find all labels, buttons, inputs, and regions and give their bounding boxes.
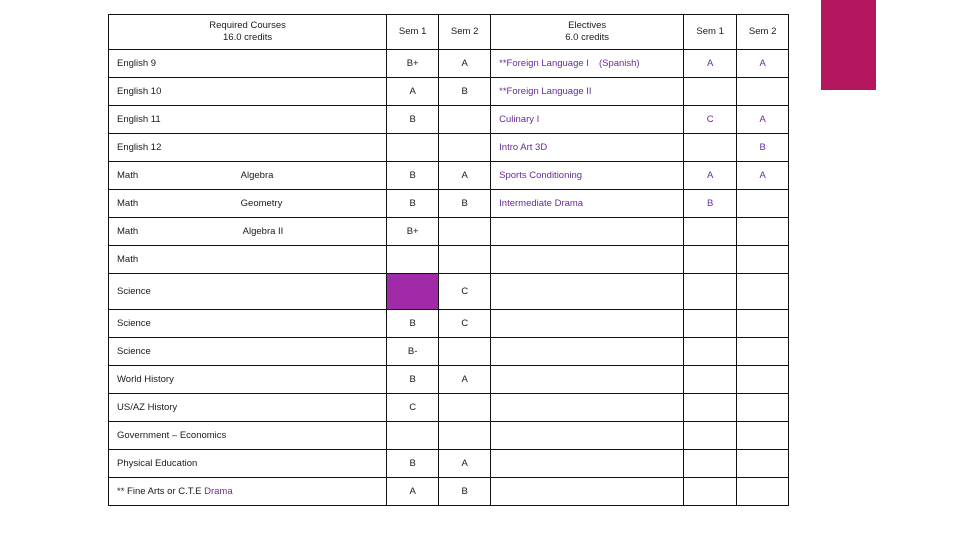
elective-name: [491, 50, 684, 78]
elective-sem1-grade: A: [684, 162, 737, 190]
sem1-grade: B+: [387, 218, 439, 246]
sem1-grade: [387, 134, 439, 162]
elective-name: [491, 246, 684, 274]
course-subtitle: [233, 310, 387, 338]
elective-sem1-grade: [684, 394, 737, 422]
table-row: [109, 50, 789, 78]
course-name: [109, 394, 233, 422]
course-name-text: World History: [117, 374, 174, 385]
elective-sem2-grade: B: [737, 134, 789, 162]
course-name: [109, 218, 233, 246]
sem1-grade: C: [387, 394, 439, 422]
elective-sem2-header: Sem 2: [737, 15, 789, 50]
elective-sem2-grade: [737, 338, 789, 366]
elective-sem1-grade: [684, 218, 737, 246]
sem2-grade: [439, 134, 491, 162]
elective-sem1-grade: B: [684, 190, 737, 218]
sem2-grade: A: [439, 50, 491, 78]
elective-name-text: **Foreign Language I: [499, 58, 589, 69]
elective-name-text: Intermediate Drama: [499, 198, 584, 209]
electives-title: Electives: [568, 20, 607, 31]
elective-sem2-grade: [737, 218, 789, 246]
elective-sem1-grade: [684, 478, 737, 506]
sem1-grade: B-: [387, 338, 439, 366]
sem2-grade: A: [439, 162, 491, 190]
course-name-text: Math: [117, 198, 139, 209]
required-title: Required Courses: [209, 20, 286, 31]
electives-header: [491, 15, 684, 50]
course-name-text: Science: [117, 286, 151, 297]
course-name-text: Science: [117, 346, 151, 357]
course-subtitle: [233, 450, 387, 478]
elective-sem2-grade: [737, 478, 789, 506]
elective-note: (Spanish): [598, 58, 640, 69]
course-name-text: English 12: [117, 142, 162, 153]
elective-name: [491, 450, 684, 478]
course-name-text: Math: [117, 170, 139, 181]
elective-sem1-grade: [684, 78, 737, 106]
elective-sem2-grade: [737, 422, 789, 450]
table-row: [109, 274, 789, 310]
course-subtitle-text: Geometry: [240, 198, 283, 209]
sem1-grade: B: [387, 450, 439, 478]
course-subtitle: [233, 190, 387, 218]
sem2-grade: C: [439, 310, 491, 338]
course-subtitle-text: Algebra II: [242, 226, 284, 237]
elective-name: [491, 162, 684, 190]
course-name-text: English 9: [117, 58, 157, 69]
course-subtitle: [233, 478, 387, 506]
course-subtitle: [233, 422, 387, 450]
elective-name: [491, 274, 684, 310]
required-courses-header: [109, 15, 387, 50]
course-name: [109, 134, 233, 162]
course-name-text: ** Fine Arts or C.T.E: [117, 486, 202, 497]
table-row: [109, 106, 789, 134]
course-name-text: English 11: [117, 114, 161, 125]
table-row: [109, 478, 789, 506]
table-row: [109, 190, 789, 218]
sem1-grade: B: [387, 366, 439, 394]
elective-sem1-grade: [684, 310, 737, 338]
header-row: [109, 15, 789, 50]
course-name: [109, 478, 233, 506]
course-subtitle: [233, 50, 387, 78]
table-row: [109, 394, 789, 422]
elective-name: [491, 78, 684, 106]
elective-sem1-header: Sem 1: [684, 15, 737, 50]
course-subtitle-text: Algebra: [240, 170, 274, 181]
elective-name-text: Sports Conditioning: [499, 170, 583, 181]
course-name: [109, 246, 233, 274]
elective-sem2-grade: [737, 394, 789, 422]
course-subtitle: [233, 366, 387, 394]
elective-sem2-grade: [737, 246, 789, 274]
sem2-grade: [439, 218, 491, 246]
sem1-grade: [387, 274, 439, 310]
table-row: [109, 450, 789, 478]
elective-sem1-grade: [684, 246, 737, 274]
course-subtitle: [233, 78, 387, 106]
sem1-grade: B: [387, 106, 439, 134]
course-name: [109, 274, 233, 310]
course-name: [109, 50, 233, 78]
table-row: [109, 78, 789, 106]
sem2-header: Sem 2: [439, 15, 491, 50]
sem2-grade: [439, 338, 491, 366]
course-subtitle: [233, 162, 387, 190]
elective-name-text: **Foreign Language II: [499, 86, 592, 97]
table-row: [109, 246, 789, 274]
electives-credits: 6.0 credits: [565, 32, 610, 43]
course-grades-table: [108, 14, 789, 506]
course-subtitle: [233, 134, 387, 162]
table-row: [109, 162, 789, 190]
elective-name-text: Culinary I: [499, 114, 540, 125]
sem2-grade: [439, 106, 491, 134]
sem1-grade: B: [387, 190, 439, 218]
course-name-text: US/AZ History: [117, 402, 178, 413]
course-subtitle: [233, 246, 387, 274]
elective-name: [491, 478, 684, 506]
elective-name: [491, 190, 684, 218]
elective-sem1-grade: [684, 366, 737, 394]
course-subtitle: [233, 338, 387, 366]
table-row: [109, 366, 789, 394]
elective-sem1-grade: C: [684, 106, 737, 134]
sem2-grade: [439, 422, 491, 450]
elective-name: [491, 106, 684, 134]
elective-sem1-grade: [684, 450, 737, 478]
elective-sem1-grade: [684, 422, 737, 450]
sem1-grade: B: [387, 310, 439, 338]
course-name-text: Math: [117, 254, 139, 265]
elective-name-text: Intro Art 3D: [499, 142, 548, 153]
table-row: [109, 338, 789, 366]
course-name-text: Physical Education: [117, 458, 198, 469]
elective-name: [491, 394, 684, 422]
sem1-grade: A: [387, 478, 439, 506]
elective-name: [491, 310, 684, 338]
accent-block: [821, 0, 876, 90]
course-name-text: English 10: [117, 86, 162, 97]
elective-sem1-grade: [684, 274, 737, 310]
table-row: [109, 134, 789, 162]
course-name: [109, 422, 233, 450]
table-row: [109, 218, 789, 246]
elective-name: [491, 218, 684, 246]
elective-name: [491, 338, 684, 366]
course-subtitle: [233, 274, 387, 310]
course-name: [109, 162, 233, 190]
course-name: [109, 338, 233, 366]
course-name: [109, 450, 233, 478]
elective-sem2-grade: [737, 310, 789, 338]
sem2-grade: A: [439, 450, 491, 478]
table-row: [109, 310, 789, 338]
elective-sem2-grade: [737, 190, 789, 218]
sem1-grade: [387, 422, 439, 450]
elective-sem1-grade: [684, 134, 737, 162]
sem2-grade: B: [439, 478, 491, 506]
elective-name: [491, 134, 684, 162]
course-subtitle: [233, 218, 387, 246]
sem1-grade: A: [387, 78, 439, 106]
sem2-grade: A: [439, 366, 491, 394]
course-name: [109, 78, 233, 106]
elective-sem1-grade: [684, 338, 737, 366]
sem2-grade: [439, 394, 491, 422]
course-name: [109, 106, 233, 134]
sem2-grade: B: [439, 190, 491, 218]
elective-sem2-grade: [737, 274, 789, 310]
course-name: [109, 310, 233, 338]
elective-name: [491, 422, 684, 450]
elective-sem2-grade: [737, 366, 789, 394]
elective-sem2-grade: A: [737, 162, 789, 190]
course-subtitle: [233, 394, 387, 422]
course-name: [109, 190, 233, 218]
elective-sem2-grade: A: [737, 50, 789, 78]
table-row: [109, 422, 789, 450]
course-name-text: Government – Economics: [117, 430, 227, 441]
sem1-grade: [387, 246, 439, 274]
course-name: [109, 366, 233, 394]
sem1-grade: B+: [387, 50, 439, 78]
sem1-grade: B: [387, 162, 439, 190]
sem2-grade: C: [439, 274, 491, 310]
course-highlight: Drama: [204, 486, 233, 497]
course-subtitle: [233, 106, 387, 134]
elective-sem2-grade: [737, 450, 789, 478]
sem2-grade: B: [439, 78, 491, 106]
elective-sem2-grade: A: [737, 106, 789, 134]
course-name-text: Science: [117, 318, 151, 329]
elective-name: [491, 366, 684, 394]
required-credits: 16.0 credits: [223, 32, 273, 43]
sem1-header: Sem 1: [387, 15, 439, 50]
sem2-grade: [439, 246, 491, 274]
course-name-text: Math: [117, 226, 139, 237]
elective-sem1-grade: A: [684, 50, 737, 78]
elective-sem2-grade: [737, 78, 789, 106]
